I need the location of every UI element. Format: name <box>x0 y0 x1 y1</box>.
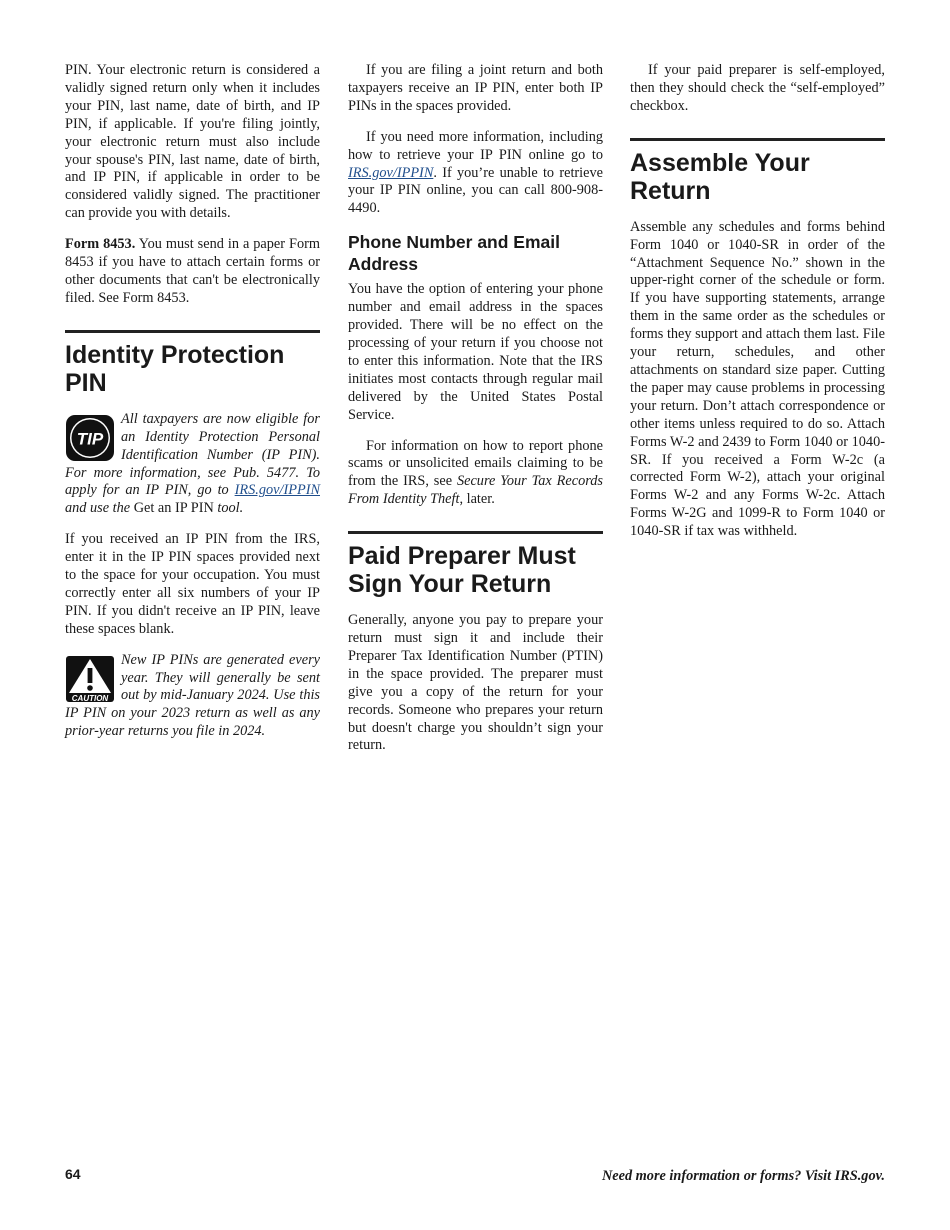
paragraph-ip-pin-entry: If you received an IP PIN from the IRS, enter it in the IP PIN spaces provided next to the space for your occupation. You must correctly enter all six numbers of your IP PIN. If you didn't receive an IP PIN, leave these spaces blank. <box>65 531 320 637</box>
form-8453-text: You must send in a paper Form 8453 if you have to attach certain forms or other documents that can't be electronically filed. See Form 8453. <box>65 236 320 306</box>
heading-assemble-return: Assemble Your Return <box>630 148 810 205</box>
paragraph-joint-return: If you are filing a joint return and both taxpayers receive an IP PIN, enter both IP PINs in the spaces provided. <box>348 62 603 114</box>
footer-text: Need more information or forms? Visit IRS.gov. <box>601 1168 885 1184</box>
retrieve-text-a: If you need more information, including how to retrieve your IP PIN online go to <box>348 128 603 163</box>
caution-text: New IP PINs are generated every year. They will generally be sent out by mid-January 2024. Use this IP PIN on your 2023 return as well as any prior-year returns you file in 2024. <box>65 651 320 740</box>
paragraph-form-8453 <box>65 236 320 308</box>
paragraph-pin-signature: PIN. Your electronic return is considered a validly signed return only when it includes your PIN, last name, date of birth, and IP PIN, if applicable. If you're filing jointly, your electronic return must also include your spouse's PIN, last name, date of birth, and IP PIN, if applicable in order to be considered validly signed. The practitioner can provide you with details. <box>65 62 320 222</box>
paragraph-assemble-return: Assemble any schedules and forms behind Form 1040 or 1040-SR in order of the “Attachment Sequence No.” shown in the upper-right corner of the schedule or form. If you have supporting statements, arrange them in the same order as the schedules or forms they support and attach them last. File your return, schedules, and other attachments on standard size paper. Cutting the paper may cause problems in processing your return. Don’t attach correspondence or other items unless required to do so. Attach Forms W-2 and 2439 to Form 1040 or 1040-SR. If you received a Form W-2c (a corrected Form W-2), attach your original Forms W-2 and any Forms W-2c. Attach Forms W-2G and 1099-R to Form 1040 or 1040-SR if tax was withheld. <box>630 218 885 540</box>
column-right <box>630 62 885 554</box>
column-middle <box>348 62 603 768</box>
identity-theft-reference: Secure Your Tax Records From Identity Theft <box>348 473 603 508</box>
paragraph-retrieve-ip-pin <box>348 129 603 219</box>
tip-badge-label: TIP <box>76 429 104 449</box>
irs-ippin-link[interactable]: IRS.gov/IPPIN <box>234 482 320 499</box>
caution-note <box>65 652 320 742</box>
caution-badge-label: CAUTION <box>71 693 109 703</box>
caution-icon <box>65 655 115 703</box>
scams-text-a: For information on how to report phone scams or unsolicited emails claiming to be from the IRS, see <box>348 437 603 490</box>
tip-text-c: tool. <box>213 500 244 517</box>
heading-identity-protection-pin: Identity Protection PIN <box>65 340 285 397</box>
tip-tool-name: Get an IP PIN <box>133 500 214 517</box>
section-divider <box>348 531 603 534</box>
scams-text-b: , later. <box>459 491 495 508</box>
retrieve-text-b: . If you’re unable to retrieve your IP PIN online, you can call 800-908-4490. <box>348 164 603 217</box>
heading-paid-preparer: Paid Preparer Must Sign Your Return <box>348 542 576 599</box>
page-number: 64 <box>65 1166 81 1182</box>
column-left <box>65 62 320 754</box>
section-divider <box>65 330 320 333</box>
paragraph-paid-preparer: Generally, anyone you pay to prepare your return must sign it and include their Preparer Tax Identification Number (PTIN) in the space provided. The preparer must give you a copy of the return for your records. Someone who prepares your return but doesn't charge you shouldn’t sign your return. <box>348 612 603 754</box>
tip-text-a: All taxpayers are now eligible for an Identity Protection Personal Identification Number (IP PIN). For more information, see Pub. 5477. To apply for an IP PIN, go to <box>65 410 320 499</box>
form-8453-label: Form 8453. <box>65 236 136 253</box>
tip-icon <box>65 414 115 462</box>
paragraph-phone-scams <box>348 438 603 510</box>
paragraph-self-employed: If your paid preparer is self-employed, then they should check the “self-employed” checkbox. <box>630 62 885 114</box>
heading-phone-email: Phone Number and Email Address <box>348 232 560 275</box>
section-divider <box>630 138 885 141</box>
irs-ippin-link-2[interactable]: IRS.gov/IPPIN <box>348 164 434 181</box>
tip-text-b: and use the <box>65 500 134 517</box>
tip-note <box>65 411 320 518</box>
paragraph-phone-email: You have the option of entering your phone number and email address in the spaces provided. There will be no effect on the processing of your return if you choose not to enter this information. Note that the IRS initiates most contacts through regular mail delivered by the United States Postal Service. <box>348 281 603 423</box>
